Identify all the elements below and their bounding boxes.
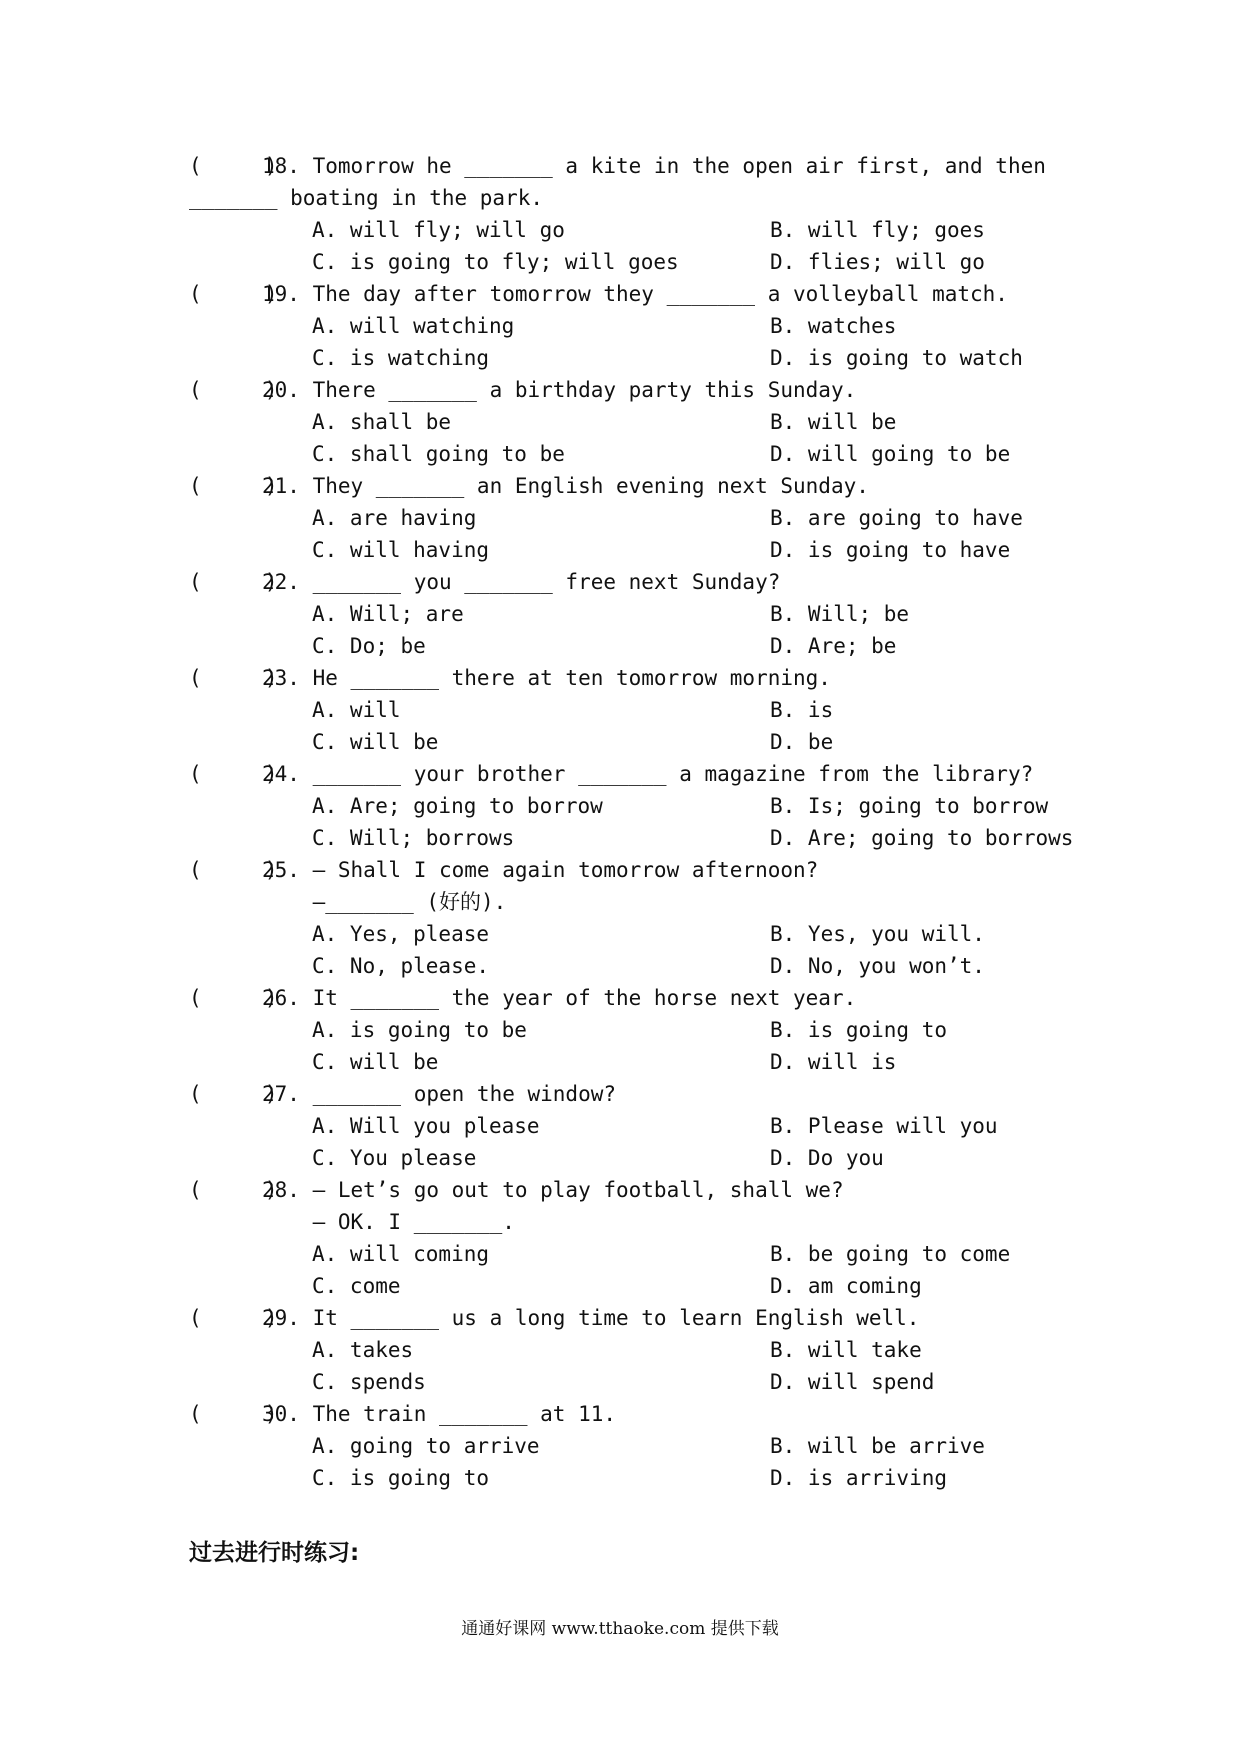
option-d: D. No, you won’t. — [770, 954, 985, 978]
option-a: A. Are; going to borrow — [312, 794, 603, 818]
answer-paren[interactable]: ( ) — [189, 762, 278, 786]
option-a: A. Yes, please — [312, 922, 490, 946]
option-c: C. is watching — [312, 346, 490, 370]
answer-paren[interactable]: ( ) — [189, 986, 278, 1010]
option-a: A. are having — [312, 506, 477, 530]
question-stem: 27. _______ open the window? — [262, 1082, 617, 1106]
option-a: A. takes — [312, 1338, 414, 1362]
option-a: A. Will you please — [312, 1114, 540, 1138]
answer-paren[interactable]: ( ) — [189, 1306, 278, 1330]
question-stem: 24. _______ your brother _______ a magazine from the library? — [262, 762, 1034, 786]
option-c: C. will having — [312, 538, 490, 562]
option-a: A. will — [312, 698, 401, 722]
option-c: C. You please — [312, 1146, 477, 1170]
question-stem: 19. The day after tomorrow they _______ a volleyball match. — [262, 282, 1008, 306]
option-b: B. Is; going to borrow — [770, 794, 1049, 818]
option-d: D. will spend — [770, 1370, 935, 1394]
option-b: B. will be — [770, 410, 897, 434]
option-b: B. is going to — [770, 1018, 948, 1042]
section-title: 过去进行时练习: — [189, 1540, 360, 1566]
option-a: A. will watching — [312, 314, 515, 338]
option-d: D. will going to be — [770, 442, 1011, 466]
question-stem: 20. There _______ a birthday party this Sunday. — [262, 378, 857, 402]
option-c: C. will be — [312, 1050, 439, 1074]
option-d: D. be — [770, 730, 834, 754]
option-d: D. is arriving — [770, 1466, 948, 1490]
option-b: B. Will; be — [770, 602, 910, 626]
option-b: B. Yes, you will. — [770, 922, 985, 946]
option-d: D. Are; going to borrows — [770, 826, 1074, 850]
option-d: D. am coming — [770, 1274, 922, 1298]
question-stem-continued: – OK. I _______. — [262, 1210, 515, 1234]
option-d: D. Do you — [770, 1146, 884, 1170]
option-b: B. watches — [770, 314, 897, 338]
option-a: A. will fly; will go — [312, 218, 565, 242]
answer-paren[interactable]: ( ) — [189, 858, 278, 882]
option-a: A. is going to be — [312, 1018, 527, 1042]
option-c: C. No, please. — [312, 954, 490, 978]
option-c: C. come — [312, 1274, 401, 1298]
option-d: D. is going to watch — [770, 346, 1023, 370]
option-a: A. shall be — [312, 410, 452, 434]
option-b: B. be going to come — [770, 1242, 1011, 1266]
question-stem: 30. The train _______ at 11. — [262, 1402, 617, 1426]
question-stem: 26. It _______ the year of the horse next year. — [262, 986, 857, 1010]
option-c: C. Will; borrows — [312, 826, 515, 850]
option-c: C. is going to fly; will goes — [312, 250, 679, 274]
option-c: C. shall going to be — [312, 442, 565, 466]
option-d: D. will is — [770, 1050, 897, 1074]
option-c: C. will be — [312, 730, 439, 754]
question-stem: 23. He _______ there at ten tomorrow morning. — [262, 666, 831, 690]
question-stem: 18. Tomorrow he _______ a kite in the open air first, and then — [262, 154, 1046, 178]
question-stem-continued: _______ boating in the park. — [189, 186, 544, 210]
answer-paren[interactable]: ( ) — [189, 666, 278, 690]
option-b: B. will fly; goes — [770, 218, 985, 242]
question-stem: 29. It _______ us a long time to learn English well. — [262, 1306, 920, 1330]
answer-paren[interactable]: ( ) — [189, 1178, 278, 1202]
question-stem: 22. _______ you _______ free next Sunday? — [262, 570, 781, 594]
question-stem: 28. – Let’s go out to play football, shall we? — [262, 1178, 844, 1202]
answer-paren[interactable]: ( ) — [189, 570, 278, 594]
footer-credit: 通通好课网 www.tthaoke.com 提供下载 — [461, 1619, 779, 1639]
answer-paren[interactable]: ( ) — [189, 474, 278, 498]
option-a: A. going to arrive — [312, 1434, 540, 1458]
option-c: C. spends — [312, 1370, 426, 1394]
option-b: B. Please will you — [770, 1114, 998, 1138]
answer-paren[interactable]: ( ) — [189, 1082, 278, 1106]
option-b: B. are going to have — [770, 506, 1023, 530]
answer-paren[interactable]: ( ) — [189, 1402, 278, 1426]
answer-paren[interactable]: ( ) — [189, 154, 278, 178]
option-c: C. is going to — [312, 1466, 490, 1490]
option-d: D. Are; be — [770, 634, 897, 658]
option-b: B. is — [770, 698, 834, 722]
question-stem-continued: –_______ (好的). — [262, 890, 507, 914]
option-b: B. will take — [770, 1338, 922, 1362]
question-stem: 25. – Shall I come again tomorrow afternoon? — [262, 858, 819, 882]
option-d: D. flies; will go — [770, 250, 985, 274]
answer-paren[interactable]: ( ) — [189, 282, 278, 306]
option-c: C. Do; be — [312, 634, 426, 658]
option-b: B. will be arrive — [770, 1434, 985, 1458]
option-d: D. is going to have — [770, 538, 1011, 562]
option-a: A. will coming — [312, 1242, 490, 1266]
option-a: A. Will; are — [312, 602, 464, 626]
answer-paren[interactable]: ( ) — [189, 378, 278, 402]
question-stem: 21. They _______ an English evening next Sunday. — [262, 474, 869, 498]
